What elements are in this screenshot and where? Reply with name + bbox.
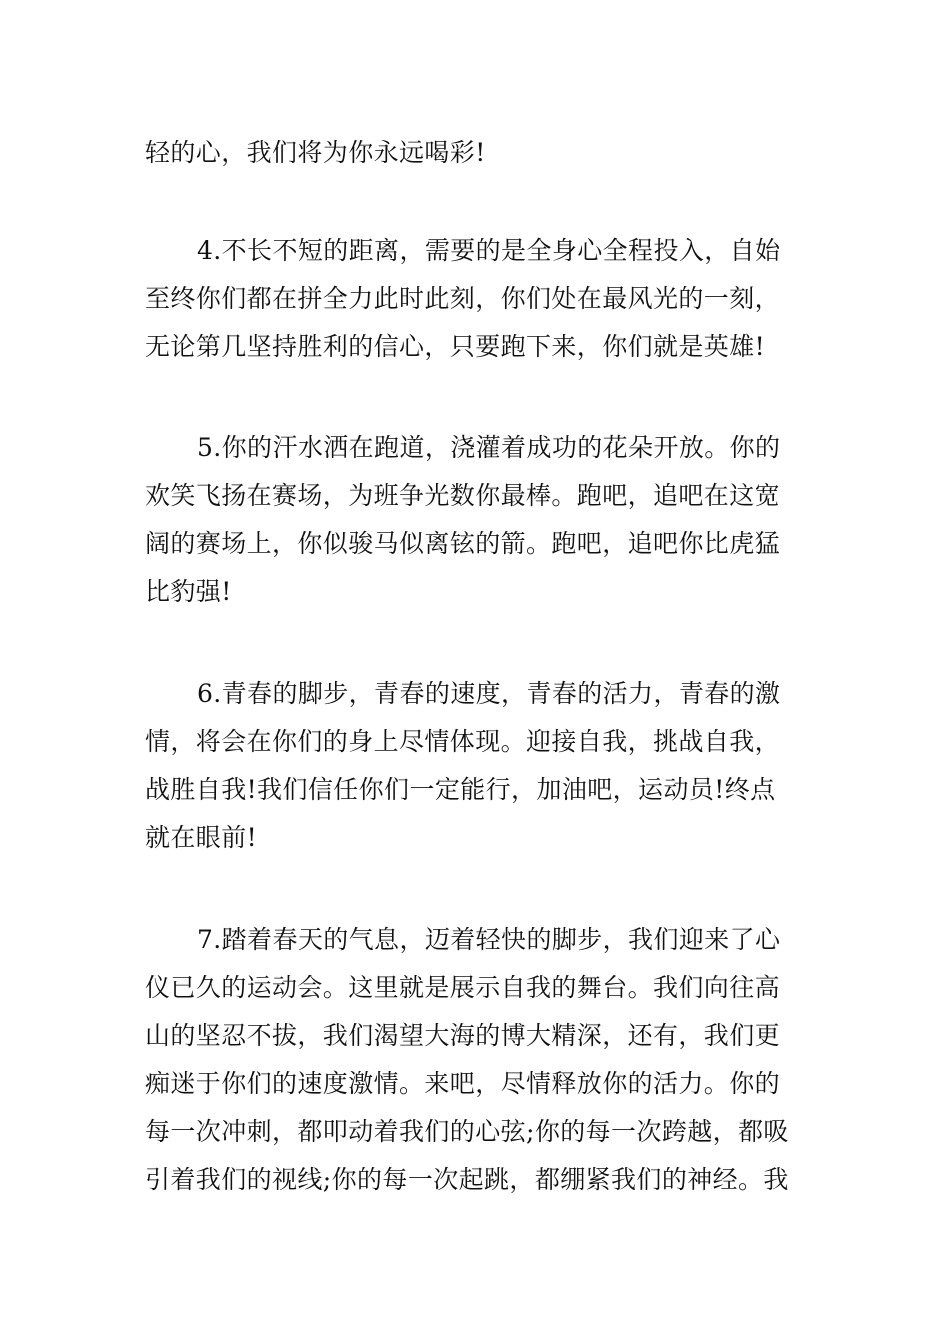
paragraph-item-5: [145, 424, 807, 616]
text-line: 7.踏着春天的气息，迈着轻快的脚步，我们迎来了心: [197, 925, 781, 954]
text-line: 战胜自我!我们信任你们一定能行，加油吧，运动员!终点: [145, 775, 776, 804]
text-line: 比豹强!: [145, 577, 232, 606]
text-line: 阔的赛场上，你似骏马似离铉的箭。跑吧，追吧你比虎猛: [145, 529, 781, 558]
paragraph-item-7: [145, 916, 807, 1204]
text-line: 情，将会在你们的身上尽情体现。迎接自我，挑战自我，: [145, 727, 781, 756]
text-line: 欢笑飞扬在赛场，为班争光数你最棒。跑吧，追吧在这宽: [145, 481, 781, 510]
text-line: 6.青春的脚步，青春的速度，青春的活力，青春的激: [197, 679, 781, 708]
text-line: 4.不长不短的距离，需要的是全身心全程投入，自始: [197, 236, 781, 265]
paragraph-item-6: [145, 670, 807, 862]
paragraph-item-4: [145, 227, 807, 371]
text-line: 山的坚忍不拔，我们渴望大海的博大精深，还有，我们更: [145, 1021, 781, 1050]
paragraph-lead: [145, 129, 807, 177]
text-line: 5.你的汗水洒在跑道，浇灌着成功的花朵开放。你的: [197, 433, 781, 462]
text-line: 轻的心，我们将为你永远喝彩!: [145, 138, 486, 167]
text-line: 引着我们的视线;你的每一次起跳，都绷紧我们的神经。我: [145, 1165, 789, 1194]
text-line: 无论第几坚持胜利的信心，只要跑下来，你们就是英雄!: [145, 332, 766, 361]
text-line: 至终你们都在拼全力此时此刻，你们处在最风光的一刻，: [145, 284, 781, 313]
text-line: 仪已久的运动会。这里就是展示自我的舞台。我们向往高: [145, 973, 781, 1002]
text-line: 每一次冲刺，都叩动着我们的心弦;你的每一次跨越，都吸: [145, 1117, 789, 1146]
text-line: 就在眼前!: [145, 823, 258, 852]
text-line: 痴迷于你们的速度激情。来吧，尽情释放你的活力。你的: [145, 1069, 781, 1098]
